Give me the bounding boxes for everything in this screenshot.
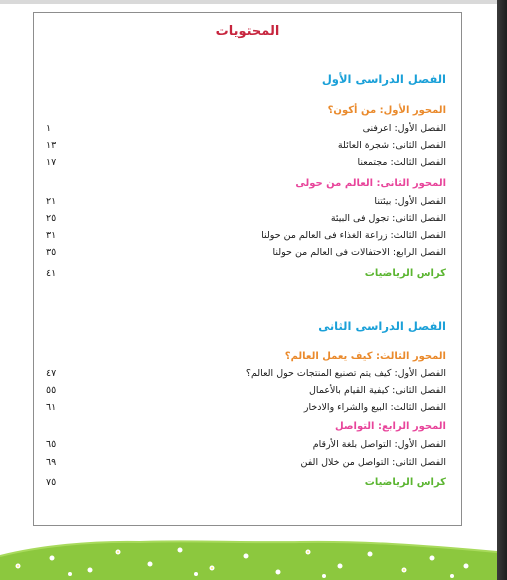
semester-2-heading (46, 318, 446, 334)
toc-entry[interactable] (46, 382, 446, 398)
toc-entry-label: الفصل الثالث: مجتمعنا (357, 156, 446, 168)
toc-entry[interactable] (46, 244, 446, 260)
toc-entry[interactable] (46, 120, 446, 136)
axis-3-title: المحور الثالث: كيف يعمل العالم؟ (284, 350, 446, 362)
toc-entry[interactable] (46, 193, 446, 209)
toc-entry[interactable] (46, 365, 446, 381)
axis-1-heading (46, 102, 446, 118)
viewer-right-edge (497, 0, 507, 580)
axis-4-title: المحور الرابع: التواصل (334, 420, 446, 432)
toc-entry-page: ٤١ (46, 267, 57, 279)
grass-decoration (0, 536, 497, 580)
axis-4-heading (46, 418, 446, 434)
toc-entry-page: ٢١ (46, 195, 57, 207)
toc-entry-label: الفصل الأول: اعرفنى (362, 122, 446, 134)
toc-entry-label: الفصل الثانى: كيفية القيام بالأعمال (309, 384, 446, 396)
toc-entry-page: ٣٥ (46, 246, 57, 258)
workbook-label: كراس الرياضيات (364, 476, 446, 488)
axis-3-heading (46, 348, 446, 364)
toc-entry[interactable] (46, 399, 446, 415)
toc-entry[interactable] (46, 137, 446, 153)
toc-entry-workbook[interactable] (46, 265, 446, 281)
toc-entry[interactable] (46, 454, 446, 470)
toc-entry[interactable] (46, 227, 446, 243)
axis-1-title: المحور الأول: من أكون؟ (327, 104, 446, 116)
toc-entry-label: الفصل الثانى: شجرة العائلة (337, 139, 446, 151)
contents-page (33, 12, 462, 526)
toc-entry-label: الفصل الأول: بيئتنا (374, 195, 446, 207)
toc-entry-label: الفصل الأول: التواصل بلغة الأرقام (312, 438, 446, 450)
toc-entry-label: الفصل الثالث: زراعة الغذاء فى العالم من حولنا (261, 229, 446, 241)
toc-entry-page: ١٣ (46, 139, 57, 151)
toc-entry-page: ٦٩ (46, 456, 57, 468)
toc-entry-page: ١ (46, 122, 52, 134)
page-title: المحتويات (215, 24, 280, 39)
toc-entry-label: الفصل الثانى: تجول فى البيئة (330, 212, 446, 224)
toc-entry-page: ٧٥ (46, 476, 57, 488)
viewer-top-bar (0, 0, 507, 4)
toc-entry-label: الفصل الثانى: التواصل من خلال الفن (300, 456, 446, 468)
axis-2-title: المحور الثانى: العالم من حولى (295, 177, 446, 189)
toc-entry-label: الفصل الثالث: البيع والشراء والادخار (303, 401, 446, 413)
toc-entry-page: ٦١ (46, 401, 57, 413)
semester-2-title: الفصل الدراسى الثانى (318, 319, 446, 333)
toc-entry-label: الفصل الأول: كيف يتم تصنيع المنتجات حول العالم؟ (245, 367, 446, 379)
toc-entry-workbook[interactable] (46, 474, 446, 490)
toc-entry-page: ٦٥ (46, 438, 57, 450)
toc-entry-page: ٢٥ (46, 212, 57, 224)
toc-entry-page: ١٧ (46, 156, 57, 168)
toc-entry-page: ٥٥ (46, 384, 57, 396)
toc-entry-page: ٣١ (46, 229, 57, 241)
toc-entry[interactable] (46, 436, 446, 452)
workbook-label: كراس الرياضيات (364, 267, 446, 279)
semester-1-heading (46, 71, 446, 87)
toc-entry-page: ٤٧ (46, 367, 57, 379)
toc-entry[interactable] (46, 210, 446, 226)
axis-2-heading (46, 175, 446, 191)
toc-entry[interactable] (46, 154, 446, 170)
toc-entry-label: الفصل الرابع: الاحتفالات فى العالم من حولنا (272, 246, 446, 258)
semester-1-title: الفصل الدراسى الأول (321, 72, 446, 86)
